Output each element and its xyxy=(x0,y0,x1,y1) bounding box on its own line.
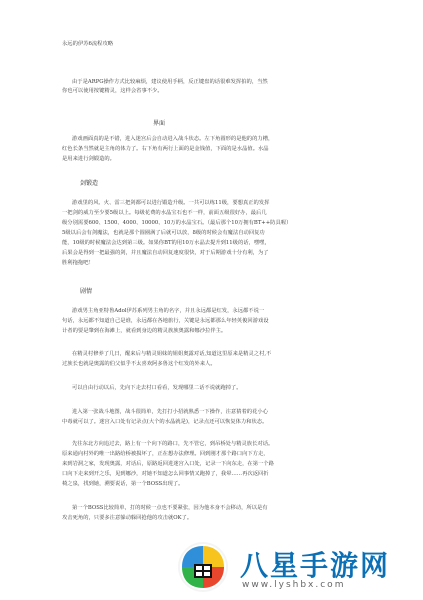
heading-story: 剧情 xyxy=(80,288,93,295)
free-move-line: 可以自由行动以后，先向下走去村口看看，发现哪里二话不说就跑掉了。 xyxy=(72,385,242,391)
village-line-2: 过族长也就是奥露的伯父似乎不太喜欢阿多鲁这个红发的外来人。 xyxy=(62,361,216,367)
site-logo-graphic xyxy=(180,544,226,590)
site-watermark xyxy=(170,534,420,600)
boss-line-1: 第一个BOSS比较简单，打的时候一点也不要紧张，因为他本身不会移动，所以是有 xyxy=(72,505,268,511)
forge-line-3: 级分别需要600、1500、4000、10000、10万的水晶宝石。（最后那个10万拥有BT++防具喔） xyxy=(62,220,292,226)
route-line-5: 椅之泉，找到她，溯要说话，第一个BOSS出现了。 xyxy=(62,481,184,487)
interface-line-1: 游戏画面真的是不错，进入迷宫后会自动进入战斗状态。左下角圆形的是他的的力槽， xyxy=(72,136,274,142)
route-line-2: 原来通向村外的唯一出路给桥被损坏了，正在想办法修理。回到刚才那个路口向下方走， xyxy=(62,451,269,457)
interface-line-3: 是用来进行剑锻造的。 xyxy=(62,156,115,162)
story-line-2: 句话，永远都不知道自己是谁，永远都在各地旅行，关键是永远都那么年轻英俊回游戏设 xyxy=(62,318,269,324)
site-logo-icon xyxy=(180,544,226,590)
battle-line-2: 中毒就可以了。迷宫入口处有记录点(大个的水晶就是)，记录点还可以恢复体力和状态。 xyxy=(62,419,268,425)
battle-line-1: 进入第一张战斗地图，战斗很简单，先打打小招就熟悉一下操作，注意猜着的花小心 xyxy=(72,409,268,415)
document-title: 永远的伊苏6流程攻略 xyxy=(62,41,114,47)
route-line-1: 先往东北方向追过去，路上有一个向下的路口，先不管它，到吊桥处与精灵族长对话。 xyxy=(72,441,274,447)
heading-interface: 界面 xyxy=(153,120,166,127)
boss-line-2: 攻击死角的，只要多注意躲动躲回抢他的攻击就OK了。 xyxy=(62,515,193,521)
story-line-1: 游戏男主角亚特鲁Adol伊苏系列男主角的名字，并且永远都是红发，永远都不说一 xyxy=(72,308,265,314)
forge-line-7: 胜利拖拖吧！ xyxy=(62,260,94,266)
route-line-3: 来到岩洞之家，发现奥露，对话后，原路返回进迷宫入口处，记录一下向东走，在第一个路 xyxy=(62,461,274,467)
story-line-3: 计者的要是肇到在海滩上，就看到身边的精灵族族奥露和娜沙拉伴主。 xyxy=(62,328,227,334)
site-url: www.lyshbx.com xyxy=(242,580,346,590)
forge-line-4: 5级以后会有剑魔法，也就是那个圆圈满了后就可以放，8级的时候会有魔法自动回复功 xyxy=(62,230,265,236)
intro-line-2: 你也可以使用按键精灵，这样会省事不少。 xyxy=(62,88,163,94)
forge-line-1: 游戏里的风、火、雷三把剑都可以进行锻造升级。一共可以练11级，要想真正的发挥 xyxy=(72,200,270,206)
heading-sword-forge: 剑锻造 xyxy=(80,180,99,187)
interface-line-2: 红色长条当然就是主角的体力了。右下角有两行上面的是金钱值，下面的是水晶值。水晶 xyxy=(62,146,269,152)
forge-line-2: 一把剑的威力至少要5级以上。每级花费的水晶宝石也不一样，前面五级很好办，最后几 xyxy=(62,210,267,216)
route-line-4: 口向下走来到开之乐，见到娜沙，对她不知道怎么回事情又跑掉了，我晕……再次返回折 xyxy=(62,471,269,477)
forge-line-6: 后果会是得到一把最强的剑，并且魔法自动回复速度很快，对于后期游戏十分有利，为了 xyxy=(62,250,269,256)
forge-line-5: 能，10级的时候魔法会达到第三级。如果你BT的用10万水晶去提升到11级的话，嘿嘿， xyxy=(62,240,270,246)
intro-line-1: 由于是ARPG操作方式比较麻烦，建议使用手柄，反正键盘的话很难发挥拍的，当然 xyxy=(72,79,268,85)
site-brand-name: 八星手游网 xyxy=(240,549,391,582)
village-line-1: 在精灵村修养了几日，醒来后与精灵姐妹的姐姐奥露对话,知道这里原来是精灵之村,不 xyxy=(72,351,272,357)
